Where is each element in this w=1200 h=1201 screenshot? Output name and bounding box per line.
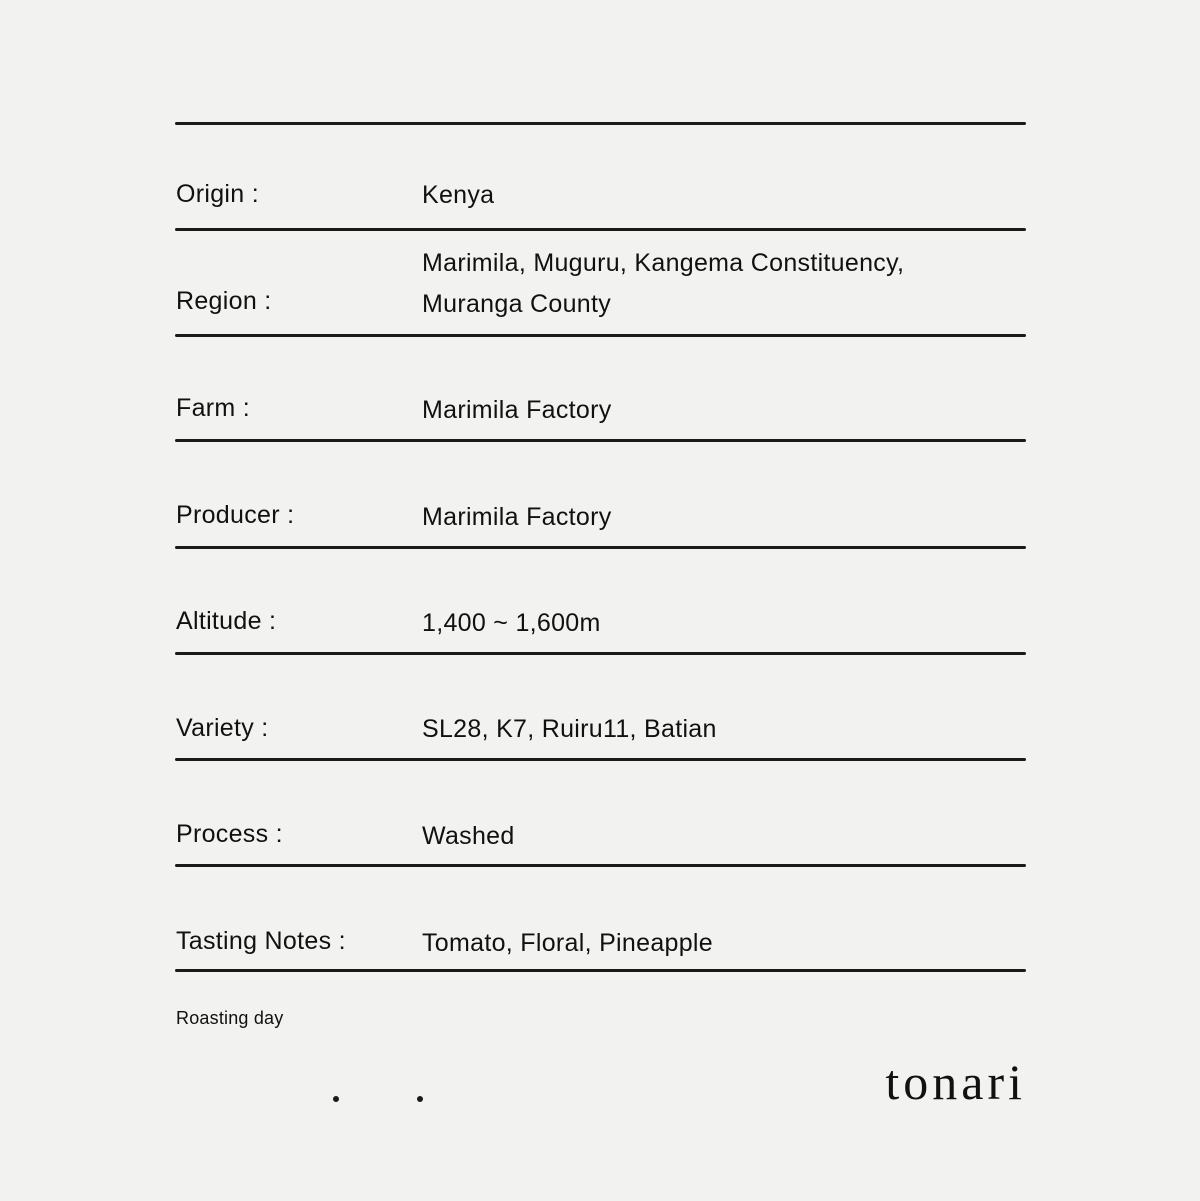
origin-value: Kenya	[422, 181, 495, 209]
tasting-notes-value: Tomato, Floral, Pineapple	[422, 929, 713, 957]
divider-bottom	[175, 969, 1026, 972]
farm-label: Farm :	[176, 394, 251, 422]
farm-value: Marimila Factory	[422, 396, 612, 424]
origin-label: Origin :	[176, 180, 259, 208]
divider	[175, 228, 1026, 231]
process-label: Process :	[176, 820, 283, 848]
divider	[175, 439, 1026, 442]
divider	[175, 546, 1026, 549]
divider-top	[175, 122, 1026, 125]
process-value: Washed	[422, 822, 515, 850]
divider	[175, 652, 1026, 655]
producer-label: Producer :	[176, 501, 295, 529]
altitude-value: 1,400 ~ 1,600m	[422, 609, 601, 637]
variety-label: Variety :	[176, 714, 269, 742]
divider	[175, 334, 1026, 337]
tasting-notes-label: Tasting Notes :	[176, 927, 346, 955]
date-separator-dot	[417, 1096, 423, 1102]
region-value-line-2: Muranga County	[422, 290, 612, 318]
roasting-day-label: Roasting day	[176, 1008, 284, 1028]
divider	[175, 864, 1026, 867]
altitude-label: Altitude :	[176, 607, 277, 635]
region-label: Region :	[176, 287, 272, 315]
producer-value: Marimila Factory	[422, 503, 612, 531]
variety-value: SL28, K7, Ruiru11, Batian	[422, 715, 717, 743]
brand-logo: tonari	[885, 1054, 1026, 1110]
divider	[175, 758, 1026, 761]
region-value-line-1: Marimila, Muguru, Kangema Constituency,	[422, 249, 905, 277]
coffee-info-card	[175, 0, 1026, 1201]
date-separator-dot	[333, 1096, 339, 1102]
